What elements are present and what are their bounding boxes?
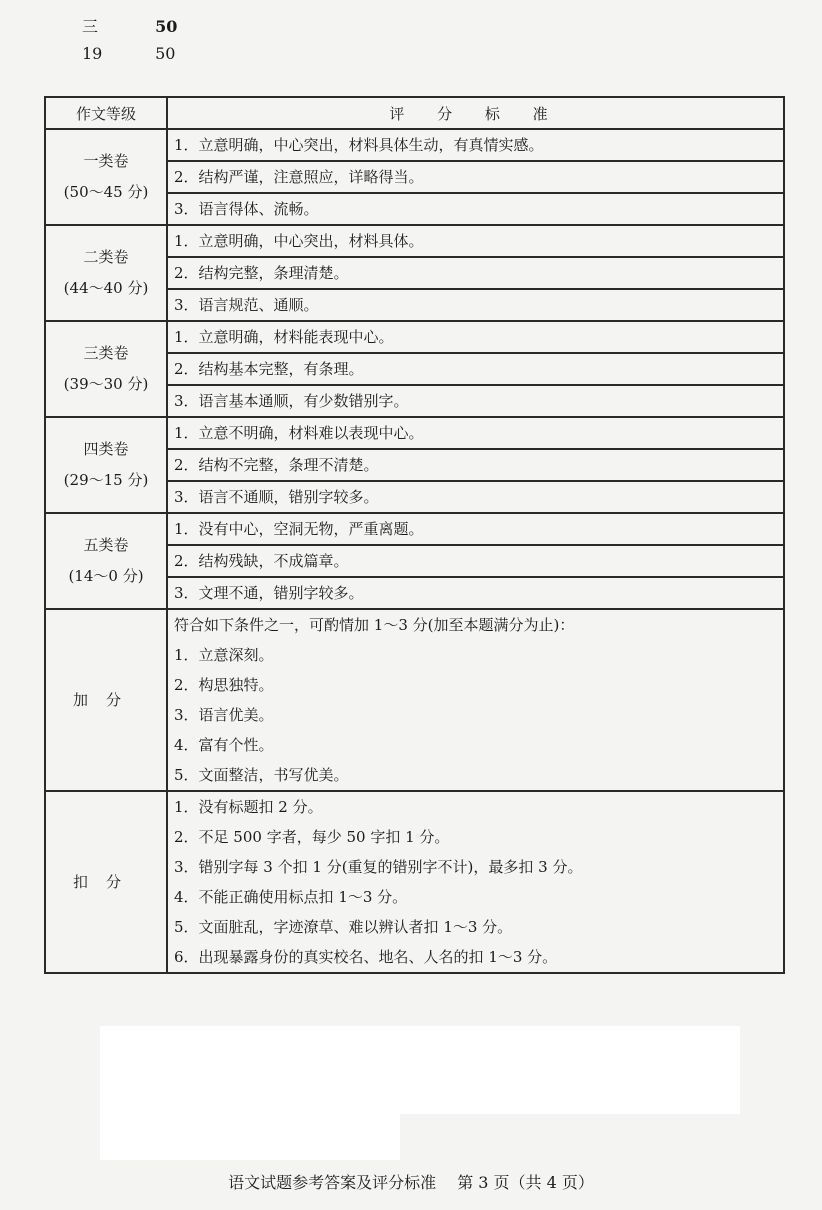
bonus-item: 4．富有个性。: [174, 736, 274, 754]
deduction-cell: [167, 791, 784, 973]
criterion: 3．语言不通顺，错别字较多。: [167, 481, 784, 513]
level-cell: [45, 225, 167, 321]
bonus-item: 5．文面整洁，书写优美。: [174, 766, 349, 784]
criterion: 2．结构完整，条理清楚。: [167, 257, 784, 289]
level-name: 二类卷: [83, 248, 129, 266]
criterion: 3．语言规范、通顺。: [167, 289, 784, 321]
level-range: (44～40 分): [63, 279, 149, 297]
deduction-item: 6．出现暴露身份的真实校名、地名、人名的扣 1～3 分。: [174, 948, 558, 966]
deduction-item: 4．不能正确使用标点扣 1～3 分。: [174, 888, 408, 906]
level-name: 五类卷: [83, 536, 129, 554]
criterion: 2．结构基本完整，有条理。: [167, 353, 784, 385]
grading-table: [44, 96, 785, 974]
criterion: 3．语言得体、流畅。: [167, 193, 784, 225]
deduction-row: [45, 791, 784, 973]
level-range: (14～0 分): [68, 567, 144, 585]
level-cell: [45, 513, 167, 609]
bonus-item: 1．立意深刻。: [174, 646, 274, 664]
table-header-row: [45, 97, 784, 129]
redaction-block: [100, 1110, 400, 1160]
bonus-row: [45, 609, 784, 791]
criterion: 3．文理不通，错别字较多。: [167, 577, 784, 609]
bonus-item: 3．语言优美。: [174, 706, 274, 724]
header-cell: 19: [82, 44, 103, 63]
deduction-label: 扣分: [45, 791, 167, 973]
level-range: (50～45 分): [63, 183, 149, 201]
level-name: 四类卷: [83, 440, 129, 458]
level-cell: [45, 321, 167, 417]
header-cell: 50: [155, 44, 176, 63]
bonus-item: 2．构思独特。: [174, 676, 274, 694]
level-range: (39～30 分): [63, 375, 149, 393]
header-row-1: [82, 14, 177, 37]
header-cell: 50: [155, 17, 178, 36]
criterion: 1．立意明确，中心突出，材料具体生动，有真情实感。: [167, 129, 784, 161]
head-standard: 评 分 标 准: [167, 97, 784, 129]
level-name: 一类卷: [83, 152, 129, 170]
bonus-intro: 符合如下条件之一，可酌情加 1～3 分(加至本题满分为止)：: [174, 616, 575, 634]
bonus-label: 加分: [45, 609, 167, 791]
criterion: 1．立意不明确，材料难以表现中心。: [167, 417, 784, 449]
header-row-2: [82, 44, 175, 63]
deduction-item: 2．不足 500 字者，每少 50 字扣 1 分。: [174, 828, 450, 846]
footer-title: 语文试题参考答案及评分标准: [228, 1173, 437, 1192]
table-row: [45, 225, 784, 257]
redaction-block: [100, 1026, 740, 1114]
criterion: 2．结构严谨，注意照应，详略得当。: [167, 161, 784, 193]
criterion: 2．结构残缺，不成篇章。: [167, 545, 784, 577]
bonus-cell: [167, 609, 784, 791]
criterion: 1．立意明确，中心突出，材料具体。: [167, 225, 784, 257]
level-cell: [45, 129, 167, 225]
table-row: [45, 513, 784, 545]
table-row: [45, 321, 784, 353]
level-name: 三类卷: [83, 344, 129, 362]
table-row: [45, 129, 784, 161]
table-row: [45, 417, 784, 449]
header-cell: 三: [82, 17, 99, 36]
page-footer: [0, 1170, 822, 1193]
deduction-item: 1．没有标题扣 2 分。: [174, 798, 323, 816]
criterion: 1．没有中心，空洞无物，严重离题。: [167, 513, 784, 545]
level-range: (29～15 分): [63, 471, 149, 489]
deduction-item: 5．文面脏乱，字迹潦草、难以辨认者扣 1～3 分。: [174, 918, 513, 936]
criterion: 2．结构不完整，条理不清楚。: [167, 449, 784, 481]
level-cell: [45, 417, 167, 513]
criterion: 3．语言基本通顺，有少数错别字。: [167, 385, 784, 417]
criterion: 1．立意明确，材料能表现中心。: [167, 321, 784, 353]
deduction-item: 3．错别字每 3 个扣 1 分(重复的错别字不计)，最多扣 3 分。: [174, 858, 583, 876]
head-level: 作文等级: [45, 97, 167, 129]
footer-page: 第 3 页（共 4 页）: [457, 1173, 594, 1192]
